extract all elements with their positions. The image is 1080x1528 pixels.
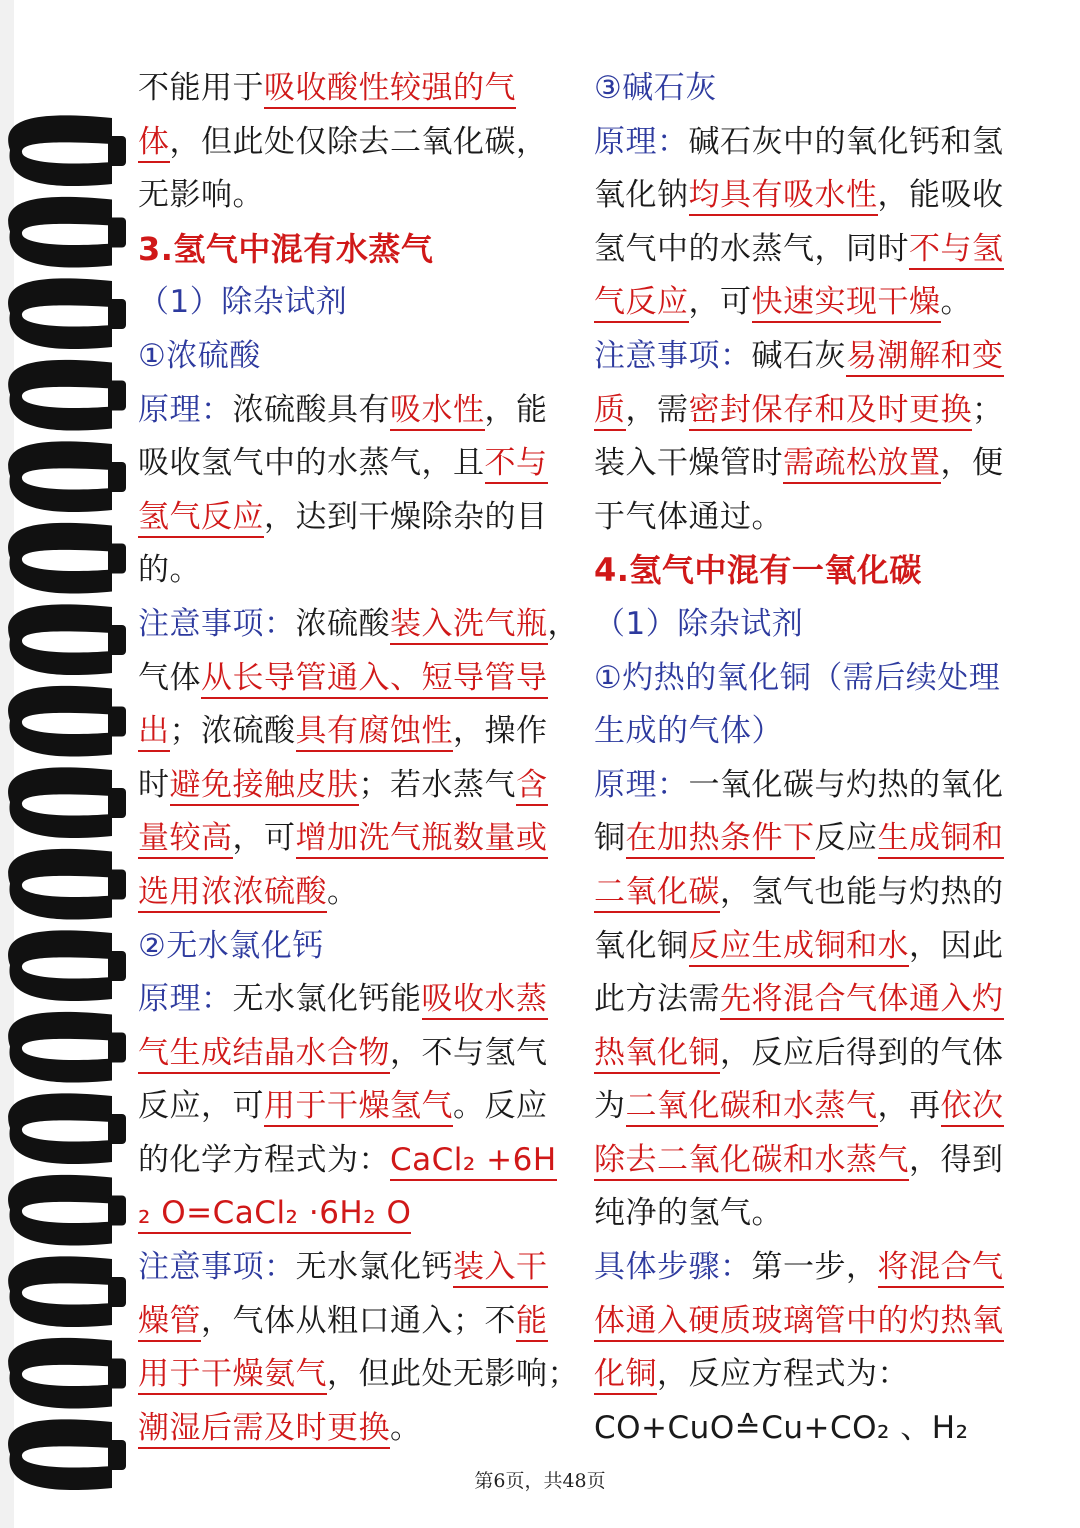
text-line bbox=[594, 866, 1024, 920]
highlighted-text: 除去二氧化碳和水蒸气 bbox=[594, 1142, 909, 1181]
body-text: 装入干燥管时 bbox=[594, 445, 783, 482]
page-number: 第6页，共48页 bbox=[474, 1470, 606, 1492]
text-line bbox=[594, 491, 1024, 545]
highlighted-text: 吸水性 bbox=[390, 392, 485, 431]
text-line bbox=[594, 1134, 1024, 1188]
highlighted-text: 出 bbox=[138, 713, 170, 752]
binder-ring bbox=[8, 686, 112, 757]
body-text: ，不与氢气 bbox=[390, 1034, 548, 1071]
binder-ring bbox=[8, 1256, 112, 1327]
binder-ring bbox=[8, 604, 112, 675]
body-text: ，再 bbox=[877, 1088, 941, 1125]
section-label: 原理： bbox=[138, 391, 233, 428]
highlighted-text: 气反应 bbox=[594, 284, 689, 323]
body-text: 纯净的氢气。 bbox=[594, 1195, 783, 1232]
binder-hole bbox=[108, 1359, 126, 1389]
highlighted-text: CaCl₂ +6H bbox=[390, 1142, 557, 1181]
binder-hole bbox=[108, 625, 126, 655]
text-line bbox=[138, 1348, 579, 1402]
text-line bbox=[594, 62, 1024, 116]
text-line bbox=[138, 652, 568, 706]
binder-ring bbox=[8, 1012, 112, 1083]
highlighted-text: 装入洗气瓶 bbox=[390, 606, 548, 645]
body-text: 的化学方程式为： bbox=[138, 1141, 390, 1178]
highlighted-text: 热氧化铜 bbox=[594, 1035, 720, 1074]
right-column bbox=[594, 62, 1024, 1455]
body-text: ； bbox=[972, 391, 1004, 428]
section-label: 注意事项： bbox=[594, 337, 752, 374]
highlighted-text: 反应生成铜和水 bbox=[689, 928, 910, 967]
highlighted-text: 质 bbox=[594, 392, 626, 431]
text-line bbox=[138, 1241, 568, 1295]
highlighted-text: 密封保存和及时更换 bbox=[689, 392, 973, 431]
highlighted-text: 避免接触皮肤 bbox=[170, 767, 359, 806]
binder-ring bbox=[8, 278, 112, 349]
section-label: 原理： bbox=[594, 123, 689, 160]
text-line bbox=[138, 544, 568, 598]
binder-ring bbox=[8, 360, 112, 431]
binder-hole bbox=[108, 381, 126, 411]
highlighted-text: 不与氢 bbox=[909, 231, 1004, 270]
binder-hole bbox=[108, 707, 126, 737]
binder-ring bbox=[8, 523, 112, 594]
body-text: 无水氯化钙 bbox=[295, 1249, 453, 1286]
section-label: 原理： bbox=[594, 766, 689, 803]
body-text: 浓硫酸 bbox=[295, 605, 390, 642]
text-line bbox=[594, 1027, 1024, 1081]
highlighted-text: 氢气反应 bbox=[138, 499, 264, 538]
binder-hole bbox=[108, 951, 126, 981]
text-line bbox=[138, 812, 568, 866]
highlighted-text: 从长导管通入、短导管导 bbox=[201, 660, 548, 699]
text-line bbox=[594, 920, 1024, 974]
section-heading: ③碱石灰 bbox=[594, 70, 717, 106]
body-text: 气体 bbox=[138, 659, 201, 696]
section-heading: （1）除杂试剂 bbox=[138, 284, 348, 321]
body-text: ，需 bbox=[625, 391, 689, 428]
body-text: 反应，可 bbox=[138, 1088, 264, 1125]
highlighted-text: 气生成结晶水合物 bbox=[138, 1035, 390, 1074]
text-line bbox=[138, 866, 568, 920]
section-label: 注意事项： bbox=[138, 1249, 296, 1286]
highlighted-text: 快速实现干燥 bbox=[752, 284, 941, 323]
body-text: 时 bbox=[138, 766, 170, 803]
body-text: ，但此处仅除去二氧化碳， bbox=[169, 123, 548, 160]
highlighted-text: 生成铜和 bbox=[878, 820, 1004, 859]
body-text: 。 bbox=[327, 873, 359, 910]
binder-hole bbox=[108, 788, 126, 818]
text-line bbox=[138, 330, 568, 384]
binder-ring bbox=[8, 115, 112, 186]
highlighted-text: 需疏松放置 bbox=[783, 445, 941, 484]
body-text: ，能吸收 bbox=[877, 177, 1004, 214]
text-line bbox=[138, 1187, 568, 1241]
highlighted-text: 依次 bbox=[941, 1088, 1004, 1127]
body-text: ，达到干燥除杂的目 bbox=[264, 498, 548, 535]
highlighted-text: 量较高 bbox=[138, 820, 233, 859]
highlighted-text: 具有腐蚀性 bbox=[296, 713, 454, 752]
body-text: 一氧化碳与灼热的氧化 bbox=[688, 766, 1004, 803]
body-text: ，可 bbox=[232, 820, 296, 857]
highlighted-text: 二氧化碳和水蒸气 bbox=[626, 1088, 878, 1127]
text-line bbox=[594, 1348, 1024, 1402]
highlighted-text: 含 bbox=[516, 767, 548, 806]
body-text: 。 bbox=[390, 1409, 422, 1446]
body-text: ，得到 bbox=[909, 1141, 1004, 1178]
text-line bbox=[138, 116, 568, 170]
text-line bbox=[138, 1402, 568, 1456]
text-line bbox=[594, 330, 1024, 384]
highlighted-text: 易潮解和变 bbox=[846, 338, 1004, 377]
body-text: 。 bbox=[940, 284, 972, 321]
body-text: 铜 bbox=[594, 820, 626, 857]
text-line bbox=[594, 116, 1024, 170]
body-text: 第一步， bbox=[751, 1249, 878, 1286]
highlighted-text: 在加热条件下 bbox=[626, 820, 815, 859]
text-line bbox=[594, 1187, 1024, 1241]
body-text: ，气体从粗口通入；不 bbox=[201, 1302, 516, 1339]
highlighted-text: 先将混合气体通入灼 bbox=[720, 981, 1004, 1020]
binder-ring bbox=[8, 1338, 112, 1409]
spiral-binding bbox=[0, 0, 130, 1528]
highlighted-text: 用于干燥氨气 bbox=[138, 1356, 327, 1395]
highlighted-text: 用于干燥氢气 bbox=[264, 1088, 453, 1127]
text-line bbox=[594, 652, 1024, 706]
text-line bbox=[138, 920, 568, 974]
body-text: 为 bbox=[594, 1088, 626, 1125]
text-line bbox=[594, 705, 1024, 759]
binder-hole bbox=[108, 1033, 126, 1063]
body-text: ，反应方程式为： bbox=[657, 1356, 909, 1393]
section-heading: ①浓硫酸 bbox=[138, 337, 261, 374]
body-text: 无水氯化钙能 bbox=[232, 981, 422, 1018]
text-line bbox=[138, 1295, 568, 1349]
text-line bbox=[594, 437, 1024, 491]
section-heading: （1）除杂试剂 bbox=[594, 605, 804, 642]
text-line bbox=[594, 973, 1024, 1027]
body-text: ；浓硫酸 bbox=[169, 713, 296, 750]
body-text: 此方法需 bbox=[594, 981, 720, 1018]
body-text: 氢气中的水蒸气，同时 bbox=[594, 230, 909, 267]
binder-hole bbox=[108, 1277, 126, 1307]
text-line bbox=[138, 169, 568, 223]
binder-ring bbox=[8, 197, 112, 268]
text-line bbox=[594, 812, 1024, 866]
binder-hole bbox=[108, 1196, 126, 1226]
highlighted-text: 选用浓浓硫酸 bbox=[138, 874, 327, 913]
body-text: 。反应 bbox=[453, 1088, 548, 1125]
body-text: ，操作 bbox=[453, 713, 548, 750]
text-line bbox=[594, 223, 1024, 277]
binder-hole bbox=[108, 462, 126, 492]
highlighted-text: 潮湿后需及时更换 bbox=[138, 1410, 390, 1449]
highlighted-text: 将混合气 bbox=[878, 1249, 1004, 1288]
section-label: 注意事项： bbox=[138, 605, 296, 642]
body-text: 浓硫酸具有 bbox=[232, 391, 390, 428]
text-line bbox=[138, 1027, 568, 1081]
body-text: ，可 bbox=[688, 284, 752, 321]
body-text: ，但此处无影响； bbox=[327, 1356, 579, 1393]
body-text: ，反应后得到的气体 bbox=[720, 1034, 1004, 1071]
highlighted-text: 体 bbox=[138, 124, 170, 163]
body-text: CO+CuO≙Cu+CO₂ 、H₂ bbox=[594, 1409, 969, 1446]
section-heading: ②无水氯化钙 bbox=[138, 927, 324, 964]
text-line bbox=[138, 1080, 568, 1134]
binder-hole bbox=[108, 218, 126, 248]
section-label: 具体步骤： bbox=[594, 1249, 752, 1286]
highlighted-text: 化铜 bbox=[594, 1356, 657, 1395]
highlighted-text: 增加洗气瓶数量或 bbox=[296, 820, 548, 859]
highlighted-text: 吸收水蒸 bbox=[422, 981, 548, 1020]
binder-hole bbox=[108, 870, 126, 900]
text-line bbox=[594, 598, 1024, 652]
binder-ring bbox=[8, 767, 112, 838]
binder-ring bbox=[8, 930, 112, 1001]
body-text: 碱石灰中的氧化钙和氢 bbox=[688, 123, 1004, 160]
highlighted-text: 二氧化碳 bbox=[594, 874, 720, 913]
text-line bbox=[138, 384, 568, 438]
body-text: ，氢气也能与灼热的 bbox=[720, 873, 1004, 910]
highlighted-text: 燥管 bbox=[138, 1303, 201, 1342]
text-line bbox=[594, 276, 1024, 330]
text-line bbox=[138, 705, 568, 759]
section-heading: 3.氢气中混有水蒸气 bbox=[138, 229, 434, 268]
highlighted-text: 不与 bbox=[485, 445, 548, 484]
text-line bbox=[138, 62, 568, 116]
body-text: ；若水蒸气 bbox=[358, 766, 516, 803]
body-text: 吸收氢气中的水蒸气，且 bbox=[138, 445, 485, 482]
binder-hole bbox=[108, 299, 126, 329]
body-text: ， bbox=[547, 605, 579, 642]
highlighted-text: 均具有吸水性 bbox=[689, 177, 878, 216]
body-text: 的。 bbox=[138, 552, 201, 589]
text-line bbox=[138, 491, 568, 545]
binder-ring bbox=[8, 1175, 112, 1246]
body-text: ，因此 bbox=[909, 927, 1004, 964]
binder-ring bbox=[8, 441, 112, 512]
section-label: 原理： bbox=[138, 981, 233, 1018]
highlighted-text: 能 bbox=[516, 1303, 548, 1342]
body-text: 反应 bbox=[814, 820, 878, 857]
left-column bbox=[138, 62, 579, 1455]
binder-ring bbox=[8, 849, 112, 920]
highlighted-text: 体通入硬质玻璃管中的灼热氧 bbox=[594, 1303, 1004, 1342]
text-line bbox=[594, 1080, 1024, 1134]
text-line bbox=[594, 759, 1024, 813]
text-line bbox=[138, 1134, 568, 1188]
body-text: 氧化铜 bbox=[594, 927, 689, 964]
body-text: 无影响。 bbox=[138, 177, 264, 214]
text-line bbox=[138, 598, 579, 652]
binder-hole bbox=[108, 1114, 126, 1144]
section-heading: 生成的气体） bbox=[594, 713, 783, 750]
text-line bbox=[138, 973, 568, 1027]
text-line bbox=[138, 437, 568, 491]
body-text: 氧化钠 bbox=[594, 177, 689, 214]
text-line bbox=[594, 1295, 1024, 1349]
section-heading: ①灼热的氧化铜（需后续处理 bbox=[594, 659, 1001, 696]
section-heading: 4.氢气中混有一氧化碳 bbox=[594, 551, 922, 590]
body-text: 不能用于 bbox=[138, 70, 264, 106]
text-line bbox=[594, 1402, 1024, 1456]
binder-hole bbox=[108, 544, 126, 574]
text-line bbox=[594, 1241, 1024, 1295]
body-text: ，能 bbox=[484, 391, 548, 428]
binder-ring bbox=[8, 1093, 112, 1164]
text-line bbox=[138, 759, 568, 813]
body-text: 碱石灰 bbox=[751, 337, 846, 374]
highlighted-text: ₂ O=CaCl₂ ·6H₂ O bbox=[138, 1195, 411, 1234]
text-line bbox=[594, 544, 1024, 598]
binder-hole bbox=[108, 136, 126, 166]
text-line bbox=[594, 384, 1024, 438]
body-text: ，便 bbox=[940, 445, 1004, 482]
text-line bbox=[138, 276, 568, 330]
body-text: 于气体通过。 bbox=[594, 498, 783, 535]
text-line bbox=[138, 223, 568, 277]
highlighted-text: 装入干 bbox=[453, 1249, 548, 1288]
text-line bbox=[594, 169, 1024, 223]
highlighted-text: 吸收酸性较强的气 bbox=[264, 70, 516, 109]
